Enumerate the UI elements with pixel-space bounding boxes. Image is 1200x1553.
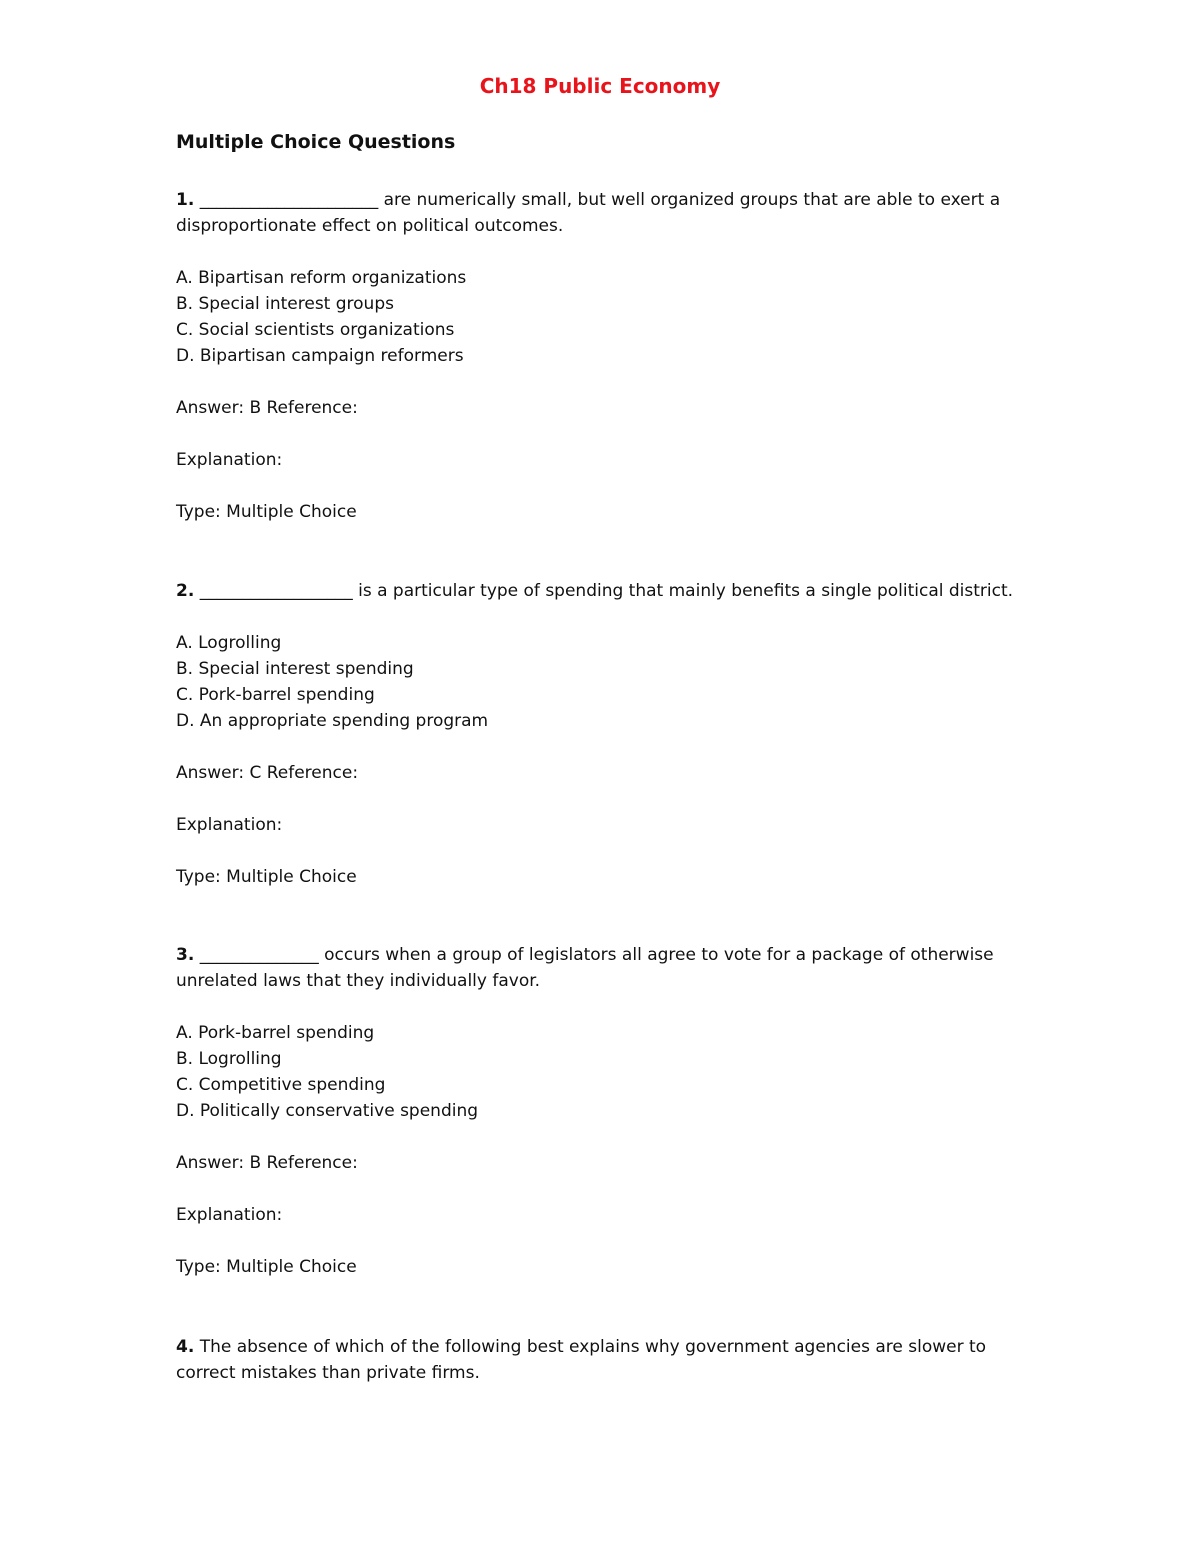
answer-line: Answer: B Reference: — [176, 398, 358, 418]
question-4 — [176, 1334, 1036, 1386]
question-text: _____________________ are numerically small, but well organized groups that are able to exert a disproportionate effect on political outcomes. — [176, 190, 1001, 236]
option-d: D. An appropriate spending program — [176, 711, 489, 731]
question-number: 3. — [176, 945, 195, 965]
answer-options — [176, 630, 1036, 734]
option-a: A. Logrolling — [176, 633, 282, 653]
question-stem — [176, 187, 1036, 239]
option-d: D. Politically conservative spending — [176, 1101, 479, 1121]
answer-options — [176, 265, 1036, 369]
type-line: Type: Multiple Choice — [176, 502, 357, 522]
question-2 — [176, 578, 1036, 890]
type-line: Type: Multiple Choice — [176, 1257, 357, 1277]
explanation-line: Explanation: — [176, 815, 283, 835]
option-a: A. Pork-barrel spending — [176, 1023, 375, 1043]
question-number: 2. — [176, 581, 195, 601]
answer-line: Answer: B Reference: — [176, 1153, 358, 1173]
option-b: B. Special interest spending — [176, 659, 414, 679]
option-c: C. Competitive spending — [176, 1075, 386, 1095]
question-stem — [176, 942, 1036, 994]
type-line: Type: Multiple Choice — [176, 867, 357, 887]
question-stem — [176, 578, 1036, 604]
option-a: A. Bipartisan reform organizations — [176, 268, 467, 288]
question-stem — [176, 1334, 1036, 1386]
explanation-line: Explanation: — [176, 450, 283, 470]
option-d: D. Bipartisan campaign reformers — [176, 346, 464, 366]
question-number: 4. — [176, 1337, 195, 1357]
option-c: C. Pork-barrel spending — [176, 685, 375, 705]
section-heading: Multiple Choice Questions — [176, 131, 456, 153]
question-text: The absence of which of the following best explains why government agencies are slower to correct mistakes than private firms. — [176, 1337, 987, 1383]
question-1 — [176, 187, 1036, 525]
document-title: Ch18 Public Economy — [479, 74, 721, 98]
question-number: 1. — [176, 190, 195, 210]
option-b: B. Special interest groups — [176, 294, 394, 314]
question-3 — [176, 942, 1036, 1280]
question-text: __________________ is a particular type of spending that mainly benefits a single political district. — [194, 581, 1014, 601]
answer-options — [176, 1020, 1036, 1124]
question-text: ______________ occurs when a group of legislators all agree to vote for a package of otherwise unrelated laws that they individually favor. — [176, 945, 994, 991]
answer-line: Answer: C Reference: — [176, 763, 359, 783]
explanation-line: Explanation: — [176, 1205, 283, 1225]
option-b: B. Logrolling — [176, 1049, 282, 1069]
option-c: C. Social scientists organizations — [176, 320, 455, 340]
